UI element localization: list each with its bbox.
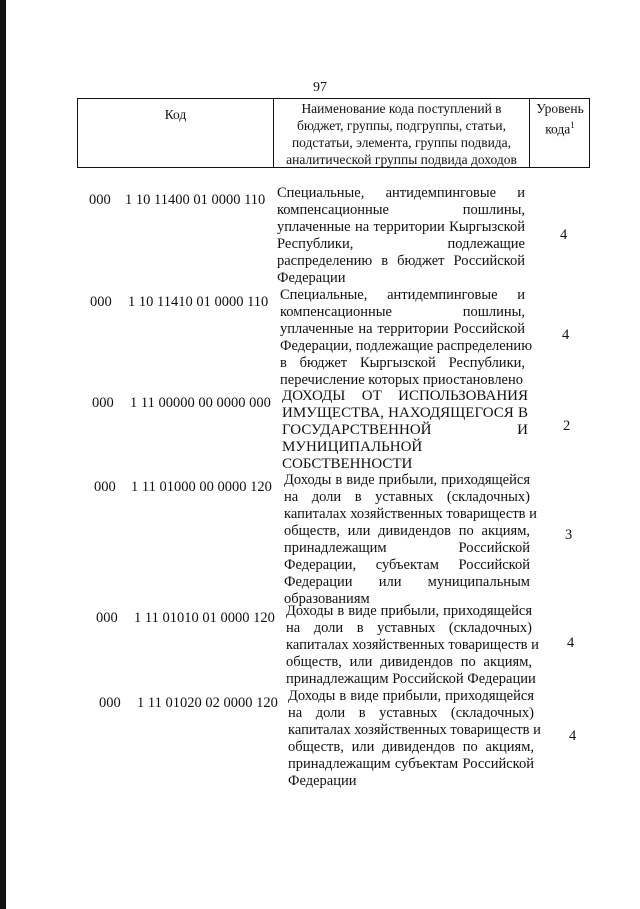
row-name bbox=[277, 185, 525, 287]
page-number: 97 bbox=[313, 80, 327, 95]
row-name-line: Доходы в виде прибыли, приходящейся bbox=[286, 603, 532, 619]
row-name-line: МУНИЦИПАЛЬНОЙ bbox=[282, 439, 423, 455]
row-name-line: ГОСУДАРСТВЕННОЙ И bbox=[282, 422, 528, 438]
row-name-line: распределению в бюджет Российской bbox=[277, 253, 525, 269]
header-name-line: бюджет, группы, подгруппы, статьи, bbox=[297, 118, 506, 133]
row-level: 4 bbox=[567, 635, 575, 651]
header-name bbox=[274, 99, 530, 167]
row-name-line: капиталах хозяйственных товариществ и bbox=[288, 722, 541, 738]
row-name-line: компенсационные пошлины, bbox=[277, 202, 525, 218]
header-name-line: подстатьи, элемента, группы подвида, bbox=[291, 135, 512, 150]
row-name-line: СОБСТВЕННОСТИ bbox=[282, 456, 413, 472]
row-name-line: Доходы в виде прибыли, приходящейся bbox=[288, 688, 534, 704]
scan-border bbox=[0, 0, 6, 909]
row-name-line: уплаченные на территории Кыргызской bbox=[277, 219, 525, 235]
row-prefix: 000 bbox=[90, 294, 112, 310]
row-name bbox=[284, 472, 537, 608]
row-prefix: 000 bbox=[94, 479, 116, 495]
row-name bbox=[288, 688, 541, 790]
header-level bbox=[530, 99, 590, 167]
header-name-line: Наименование кода поступлений в bbox=[301, 101, 502, 116]
row-prefix: 000 bbox=[89, 192, 111, 208]
header-level-line1: Уровень bbox=[536, 101, 584, 116]
row-name-line: обществ, или дивидендов по акциям, bbox=[284, 523, 530, 539]
table-header bbox=[77, 98, 590, 168]
row-name-line: ДОХОДЫ ОТ ИСПОЛЬЗОВАНИЯ bbox=[282, 388, 528, 404]
row-name-line: на доли в уставных (складочных) bbox=[288, 705, 534, 721]
row-name-line: образованиям bbox=[284, 591, 370, 607]
footnote-marker: 1 bbox=[570, 120, 575, 130]
row-code: 1 10 11400 01 0000 110 bbox=[125, 192, 266, 208]
row-code: 1 11 01000 00 0000 120 bbox=[131, 479, 272, 495]
row-prefix: 000 bbox=[96, 610, 118, 626]
row-level: 2 bbox=[563, 418, 571, 434]
row-name-line: перечисление которых приостановлено bbox=[280, 372, 524, 388]
row-name-line: на доли в уставных (складочных) bbox=[286, 620, 532, 636]
row-code: 1 11 01020 02 0000 120 bbox=[137, 695, 278, 711]
header-name-line: аналитической группы подвида доходов bbox=[286, 152, 517, 167]
row-level: 4 bbox=[560, 227, 568, 243]
row-name-line: Федерации, субъектам Российской bbox=[284, 557, 530, 573]
row-name-line: принадлежащим субъектам Российской bbox=[288, 756, 534, 772]
header-level-line2 bbox=[530, 117, 590, 138]
row-name-line: обществ, или дивидендов по акциям, bbox=[286, 654, 532, 670]
row-level: 3 bbox=[565, 527, 573, 543]
row-name-line: Доходы в виде прибыли, приходящейся bbox=[284, 472, 530, 488]
row-name-line: на доли в уставных (складочных) bbox=[284, 489, 530, 505]
row-prefix: 000 bbox=[99, 695, 121, 711]
row-name-line: принадлежащим Российской bbox=[284, 540, 530, 556]
row-level: 4 bbox=[562, 327, 570, 343]
row-name-line: Федерации или муниципальным bbox=[284, 574, 530, 590]
row-name-line: принадлежащим Российской Федерации bbox=[286, 671, 536, 687]
row-name-line: Специальные, антидемпинговые и bbox=[280, 287, 525, 303]
row-name-line: уплаченные на территории Российской bbox=[280, 321, 525, 337]
row-level: 4 bbox=[569, 728, 577, 744]
row-code: 1 11 00000 00 0000 000 bbox=[130, 395, 271, 411]
row-name bbox=[280, 287, 533, 389]
row-name-line: Специальные, антидемпинговые и bbox=[277, 185, 525, 201]
row-code: 1 11 01010 01 0000 120 bbox=[134, 610, 275, 626]
row-name-line: обществ, или дивидендов по акциям, bbox=[288, 739, 534, 755]
row-code: 1 10 11410 01 0000 110 bbox=[128, 294, 269, 310]
header-level-kod: кода bbox=[545, 121, 571, 137]
row-prefix: 000 bbox=[92, 395, 114, 411]
row-name-line: компенсационные пошлины, bbox=[280, 304, 525, 320]
row-name-line: капиталах хозяйственных товариществ и bbox=[286, 637, 539, 653]
row-name bbox=[286, 603, 539, 688]
row-name-line: Республики, подлежащие bbox=[277, 236, 525, 252]
row-name bbox=[282, 388, 528, 473]
row-name-line: ИМУЩЕСТВА, НАХОДЯЩЕГОСЯ В bbox=[282, 405, 528, 421]
row-name-line: Федерации bbox=[288, 773, 357, 789]
row-name-line: Федерации, подлежащие распределению bbox=[280, 338, 533, 354]
row-name-line: Федерации bbox=[277, 270, 346, 286]
row-name-line: капиталах хозяйственных товариществ и bbox=[284, 506, 537, 522]
row-name-line: в бюджет Кыргызской Республики, bbox=[280, 355, 525, 371]
header-code: Код bbox=[78, 99, 274, 167]
